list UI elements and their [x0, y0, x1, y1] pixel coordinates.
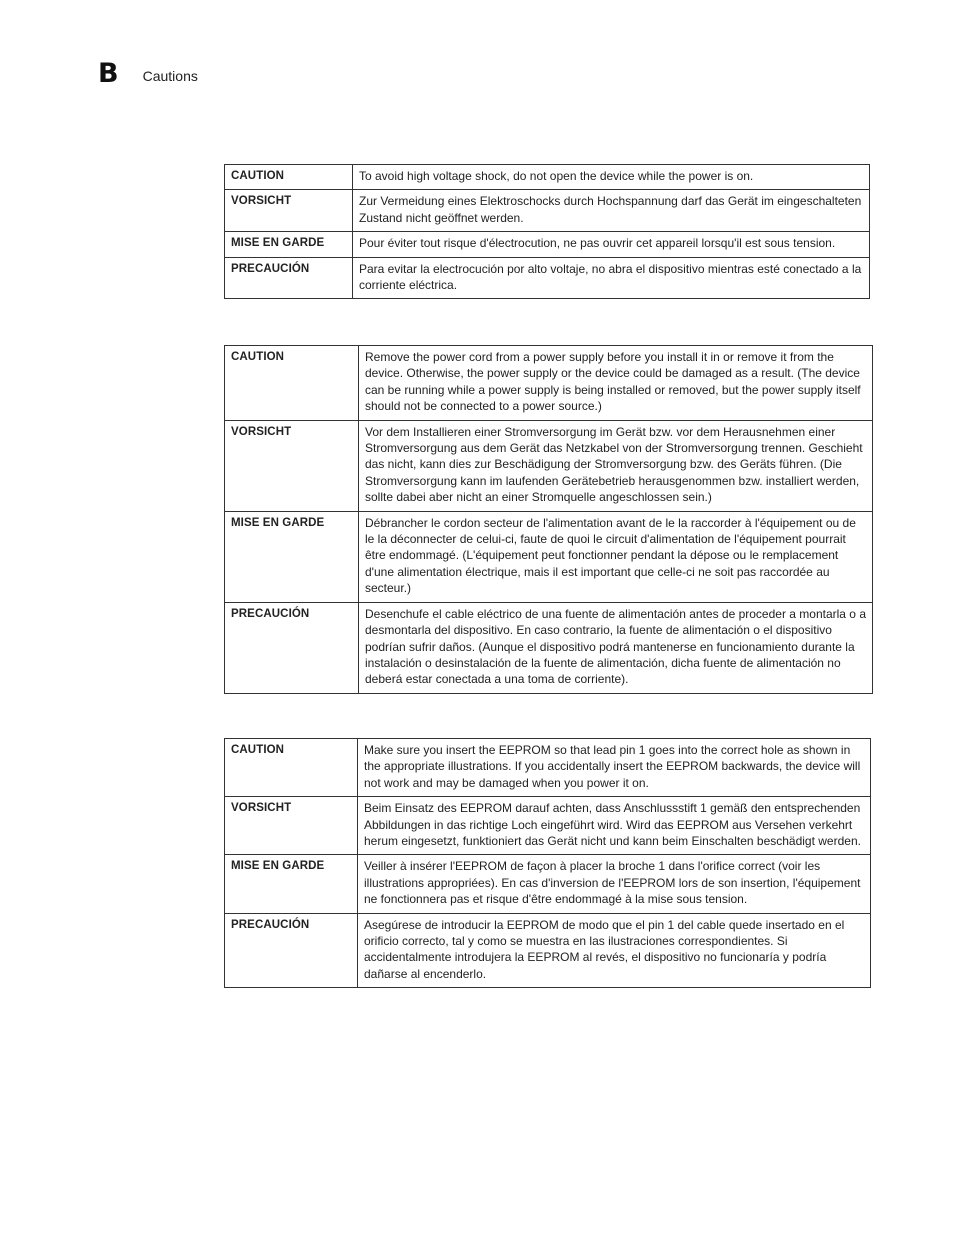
- caution-table-high-voltage: [224, 164, 870, 299]
- caution-label-french: MISE EN GARDE: [225, 232, 353, 257]
- table-row: [225, 913, 871, 988]
- caution-label-german: VORSICHT: [225, 190, 353, 232]
- page-header: [98, 56, 198, 88]
- caution-text-english: Make sure you insert the EEPROM so that lead pin 1 goes into the correct hole as shown in the appropriate illustrations. If you accidentally insert the EEPROM backwards, the device will not work and may be damaged when you power it on.: [358, 739, 871, 797]
- table-row: [225, 855, 871, 913]
- caution-table-eeprom: [224, 738, 871, 988]
- caution-label-german: VORSICHT: [225, 420, 359, 511]
- table-row: [225, 511, 873, 602]
- table-row: [225, 420, 873, 511]
- caution-label-spanish: PRECAUCIÓN: [225, 913, 358, 988]
- section-title: Cautions: [142, 68, 198, 84]
- caution-text-french: Débrancher le cordon secteur de l'alimentation avant de le la raccorder à l'équipement ou de le la déconnecter de celui-ci, faute de quoi le circuit d'alimentation de l'équipement pourrait être endommagé. (L'équipement peut fonctionner pendant la dépose ou le remplacement d'une alimentation électrique, mais il est important que celle-ci ne soit pas raccordée au secteur.): [359, 511, 873, 602]
- caution-label-english: CAUTION: [225, 739, 358, 797]
- table-row: [225, 602, 873, 693]
- caution-text-german: Vor dem Installieren einer Stromversorgung im Gerät bzw. vor dem Herausnehmen einer Stromversorgung aus dem Gerät das Netzkabel von der Stromversorgung trennen. Geschieht das nicht, kann dies zur Beschädigung der Stromversorgung bzw. des Geräts führen. (Die Stromversorgung kann im laufenden Gerätebetrieb herausgenommen bzw. installiert werden, sollte dabei aber nicht an einer Stromquelle angeschlossen sein.): [359, 420, 873, 511]
- caution-text-german: Beim Einsatz des EEPROM darauf achten, dass Anschlussstift 1 gemäß den entsprechenden Abbildungen in das richtige Loch eingeführt wird. Wird das EEPROM aus Versehen verkehrt herum eingesetzt, funktioniert das Gerät nicht und kann beim Einschalten beschädigt werden.: [358, 797, 871, 855]
- caution-text-spanish: Para evitar la electrocución por alto voltaje, no abra el dispositivo mientras esté conectado a la corriente eléctrica.: [353, 257, 870, 299]
- caution-text-spanish: Desenchufe el cable eléctrico de una fuente de alimentación antes de proceder a montarla o a desmontarla del dispositivo. En caso contrario, la fuente de alimentación o el dispositivo podrían sufrir daños. (Aunque el dispositivo podrá mantenerse en funcionamiento durante la instalación o desinstalación de la fuente de alimentación, dicha fuente de alimentación no deberá estar conectada a una toma de corriente).: [359, 602, 873, 693]
- caution-label-spanish: PRECAUCIÓN: [225, 257, 353, 299]
- caution-label-spanish: PRECAUCIÓN: [225, 602, 359, 693]
- caution-label-english: CAUTION: [225, 165, 353, 190]
- table-row: [225, 190, 870, 232]
- caution-text-french: Veiller à insérer l'EEPROM de façon à placer la broche 1 dans l'orifice correct (voir les illustrations appropriées). En cas d'inversion de l'EEPROM lors de son insertion, l'équipement ne fonctionnera pas et risque d'être endommagé à la mise sous tension.: [358, 855, 871, 913]
- caution-text-german: Zur Vermeidung eines Elektroschocks durch Hochspannung darf das Gerät im eingeschalteten Zustand nicht geöffnet werden.: [353, 190, 870, 232]
- caution-text-spanish: Asegúrese de introducir la EEPROM de modo que el pin 1 del cable quede insertado en el orificio correcto, tal y como se muestra en las ilustraciones correspondientes. Si accidentalmente introdujera la EEPROM al revés, el dispositivo no funcionaría y podría dañarse al encenderlo.: [358, 913, 871, 988]
- caution-text-english: Remove the power cord from a power supply before you install it in or remove it from the device. Otherwise, the power supply or the device could be damaged as a result. (The device can be running while a power supply is being installed or removed, but the power supply itself should not be connected to a power source.): [359, 346, 873, 421]
- table-row: [225, 346, 873, 421]
- table-row: [225, 257, 870, 299]
- caution-label-german: VORSICHT: [225, 797, 358, 855]
- caution-text-french: Pour éviter tout risque d'électrocution, ne pas ouvrir cet appareil lorsqu'il est sous tension.: [353, 232, 870, 257]
- table-row: [225, 739, 871, 797]
- caution-label-french: MISE EN GARDE: [225, 855, 358, 913]
- caution-label-french: MISE EN GARDE: [225, 511, 359, 602]
- table-row: [225, 165, 870, 190]
- caution-text-english: To avoid high voltage shock, do not open the device while the power is on.: [353, 165, 870, 190]
- table-row: [225, 232, 870, 257]
- table-row: [225, 797, 871, 855]
- caution-table-power-cord: [224, 345, 873, 694]
- appendix-letter: B: [98, 58, 119, 89]
- caution-label-english: CAUTION: [225, 346, 359, 421]
